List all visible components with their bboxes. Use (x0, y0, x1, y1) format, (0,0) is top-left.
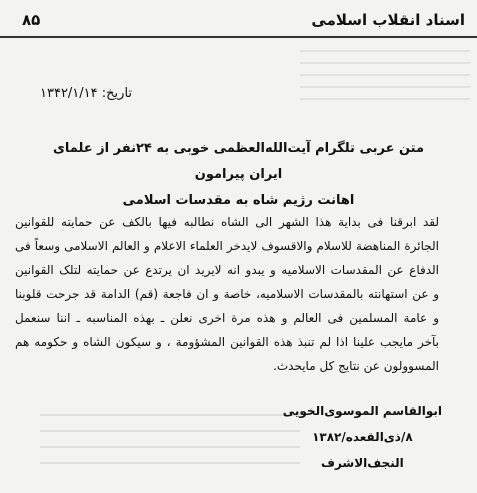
book-title: اسناد انقلاب اسلامی (311, 11, 465, 29)
bleed-through-marks (300, 40, 470, 130)
title-line: متن عربی تلگرام آیت‌الله‌العظمی خوبی به ۲۴نفر از علمای ایران پیرامون (52, 141, 425, 182)
signature-place: النجف‌الاشرف (321, 456, 404, 470)
signature-block (283, 398, 442, 476)
page-header (22, 6, 465, 34)
document-title (40, 136, 437, 214)
body-line: الجائرة المناهضة للاسلام والاقسوف لایدخر العلماء الاعلام و العالم الاسلامی وسعاً فی (15, 239, 439, 253)
body-line: و عن استهانته بالمقدسات الاسلامیه، خاصة و ان فاجعة (قم) الدامة قد جرحت قلوبنا (15, 287, 439, 301)
bleed-through-marks-lower (40, 400, 300, 480)
header-rule (0, 36, 477, 38)
body-line: لقد ابرقنا فی بدایة هذا الشهر الی الشاه نطالبه فیها بالکف عن حمایته للقوانین (15, 215, 439, 229)
body-line: و عامة المسلمین فی العالم و هذه مرة اخری نعلن ـ بهذه المناسبه ـ اننا سنعمل (15, 311, 439, 325)
signatory-name: ابوالقاسم الموسوی‌الخویی (282, 404, 442, 418)
signature-date: ۸/ذی‌القعده/۱۳۸۲ (312, 430, 413, 444)
document-body (15, 210, 439, 378)
document-date: تاریخ: ۱۳۴۲/۱/۱۴ (40, 86, 133, 101)
body-line: المسوولون عن نتایج کل مایحدث. (273, 359, 439, 373)
title-line: اهانت رژیم شاه به مقدسات اسلامی (122, 193, 355, 208)
body-line: بآخر مایجب علینا اذا لم تنبذ هذه القوانین المشؤومة ، و سیکون الشاه و حکومه هم (15, 335, 439, 349)
page-number: ۸۵ (22, 11, 41, 29)
body-line: الدفاع عن المقدسات الاسلامیه و یبدو انه لایرید ان یرتدع عن حمایته لتلک القوانین (15, 263, 439, 277)
